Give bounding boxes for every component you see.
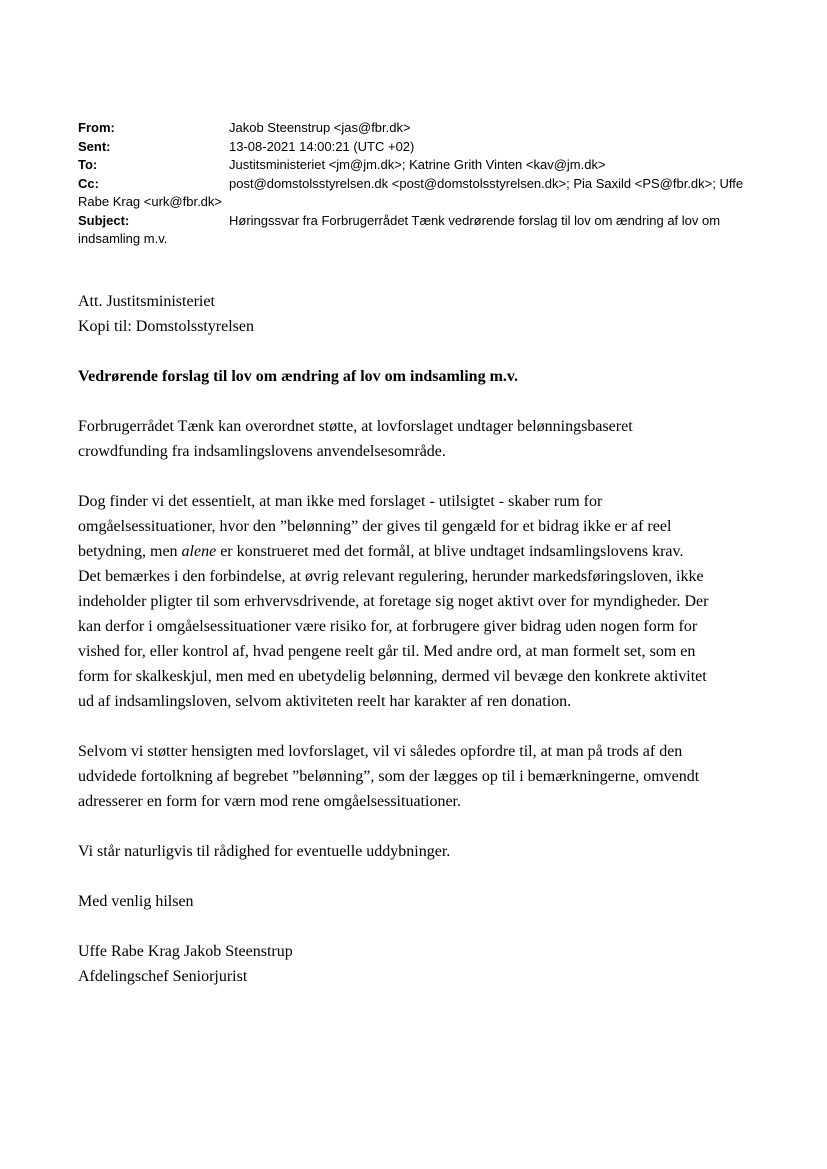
paragraph-line: Selvom vi støtter hensigten med lovforslaget, vil vi således opfordre til, at man på trods af den [78,743,683,760]
subject-value: Høringssvar fra Forbrugerrådet Tænk vedrørende forslag til lov om ændring af lov om indsamling m.v. [78,212,721,246]
sent-value: 13-08-2021 14:00:21 (UTC +02) [229,138,415,154]
from-row [78,119,758,138]
from-label: From: [78,120,115,135]
paragraph-line: udvidede fortolkning af begrebet ”belønning”, som der lægges op til i bemærkningerne, omvendt [78,768,700,785]
from-value: Jakob Steenstrup <jas@fbr.dk> [229,120,411,135]
paragraph-line: adresserer en form for værn mod rene omgåelsessituationer. [78,793,461,810]
paragraph-line-emphasis [78,539,748,564]
subject-label: Subject: [78,212,130,228]
paragraph-line: crowdfunding fra indsamlingslovens anvendelsesområde. [78,443,446,460]
cc-row [78,175,758,212]
paragraph-1 [78,414,748,464]
paragraph-2 [78,489,748,714]
paragraph-line: ud af indsamlingsloven, selvom aktiviteten reelt har karakter af ren donation. [78,693,572,710]
signature-titles: Afdelingschef Seniorjurist [78,968,248,985]
paragraph-line: form for skalkeskjul, men med en ubetydelig belønning, dermed vil bevæge den konkrete aktivitet [78,668,707,685]
paragraph-line: kan derfor i omgåelsessituationer være risiko for, at forbrugere giver bidrag uden nogen form for [78,618,698,635]
paragraph-line: indeholder pligter til som erhvervsdrivende, at foretage sig noget aktivt over for myndigheder. Der [78,593,709,610]
letter-title: Vedrørende forslag til lov om ændring af lov om indsamling m.v. [78,368,519,385]
sent-row [78,138,758,157]
att-line: Att. Justitsministeriet [78,293,215,310]
emphasized-word: alene [181,543,217,560]
paragraph-line: Det bemærkes i den forbindelse, at øvrig relevant regulering, herunder markedsføringsloven, ikke [78,568,704,585]
to-label: To: [78,157,98,172]
signature-names: Uffe Rabe Krag Jakob Steenstrup [78,943,293,960]
paragraph-3 [78,739,748,814]
paragraph-4: Vi står naturligvis til rådighed for eventuelle uddybninger. [78,843,451,860]
paragraph-line: omgåelsessituationer, hvor den ”belønning” der gives til gengæld for et bidrag ikke er af reel [78,518,672,535]
text-segment: betydning, men [78,543,182,560]
to-value: Justitsministeriet <jm@jm.dk>; Katrine Grith Vinten <kav@jm.dk> [229,157,606,172]
cc-value: post@domstolsstyrelsen.dk <post@domstolsstyrelsen.dk>; Pia Saxild <PS@fbr.dk>; Uffe Rabe Krag <urk@fbr.dk> [78,175,744,209]
to-row [78,156,758,175]
kopi-line: Kopi til: Domstolsstyrelsen [78,318,254,335]
cc-label: Cc: [78,175,99,191]
sent-label: Sent: [78,138,111,154]
closing: Med venlig hilsen [78,893,194,910]
text-segment: er konstrueret med det formål, at blive undtaget indsamlingslovens krav. [216,543,684,560]
paragraph-line: Dog finder vi det essentielt, at man ikke med forslaget - utilsigtet - skaber rum for [78,493,603,510]
email-header [78,119,758,249]
subject-row [78,212,758,249]
paragraph-line: vished for, eller kontrol af, hvad pengene reelt går til. Med andre ord, at man formelt set, som en [78,643,696,660]
letter-body [78,289,748,989]
paragraph-line: Forbrugerrådet Tænk kan overordnet støtte, at lovforslaget undtager belønningsbaseret [78,418,633,435]
